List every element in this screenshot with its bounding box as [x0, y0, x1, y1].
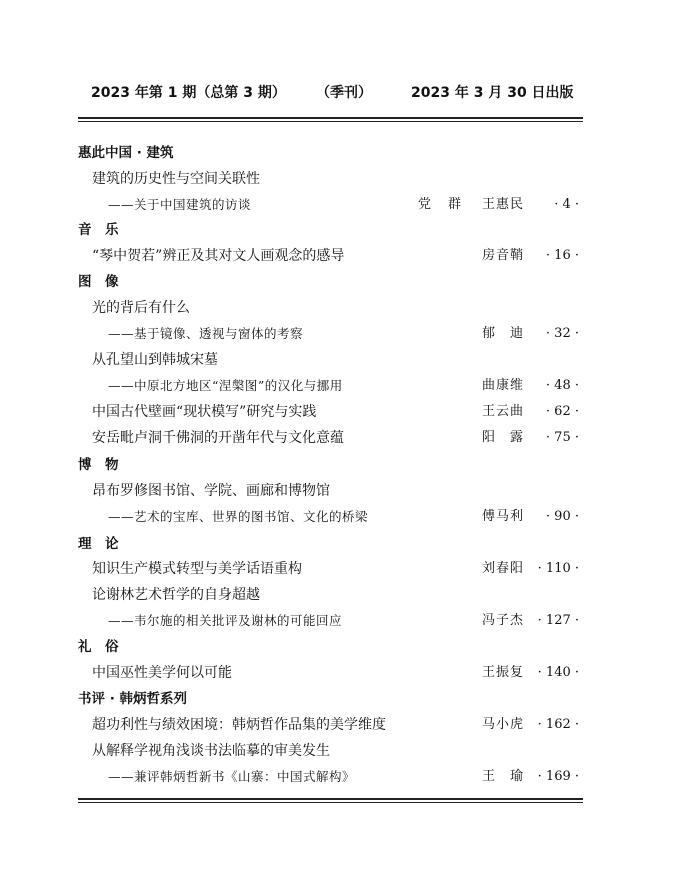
toc-entry[interactable] — [0, 167, 679, 191]
article-author: 郁 迪 — [482, 326, 525, 341]
section-heading — [0, 270, 679, 294]
toc-entry[interactable] — [0, 400, 679, 424]
page-number: · 75 · — [545, 430, 579, 445]
page-number: · 90 · — [545, 509, 579, 524]
page-number: · 16 · — [545, 248, 579, 263]
issue-frequency: （季刊） — [316, 85, 372, 101]
toc-entry-subtitle — [0, 322, 679, 346]
article-author: 刘春阳 — [482, 561, 525, 576]
toc-entry[interactable] — [0, 557, 679, 581]
article-author: 房音鞘 — [482, 248, 525, 263]
footer-divider — [78, 798, 583, 803]
issue-number: 2023 年第 1 期（总第 3 期） — [91, 85, 286, 101]
toc-entry[interactable] — [0, 661, 679, 685]
article-author: 党 群 — [418, 197, 464, 212]
page-number: · 62 · — [545, 404, 579, 419]
toc-entry-subtitle — [0, 765, 679, 789]
section-title: 书评 · 韩炳哲系列 — [78, 691, 188, 707]
page-number: · 169 · — [537, 769, 579, 784]
publication-date: 2023 年 3 月 30 日出版 — [411, 85, 574, 101]
section-title: 音 乐 — [78, 222, 119, 238]
article-title[interactable]: 论谢林艺术哲学的自身超越 — [92, 587, 260, 603]
toc-entry-subtitle — [0, 193, 679, 217]
article-author: 冯子杰 — [482, 613, 525, 628]
article-title[interactable]: 光的背后有什么 — [92, 300, 190, 316]
page-number: · 48 · — [545, 378, 579, 393]
page-number: · 162 · — [537, 717, 579, 732]
article-author: 王振复 — [482, 665, 525, 680]
section-heading — [0, 453, 679, 477]
article-author: 阳 露 — [482, 430, 525, 445]
section-title: 礼 俗 — [78, 639, 119, 655]
article-subtitle: ——基于镜像、透视与窗体的考察 — [108, 326, 304, 341]
section-title: 惠此中国 · 建筑 — [78, 145, 174, 161]
page-number: · 140 · — [537, 665, 579, 680]
article-title[interactable]: 建筑的历史性与空间关联性 — [92, 171, 260, 187]
section-heading — [0, 635, 679, 659]
article-author: 傅马利 — [482, 509, 525, 524]
toc-entry[interactable] — [0, 583, 679, 607]
toc-entry[interactable] — [0, 348, 679, 372]
article-title[interactable]: 从解释学视角浅谈书法临摹的审美发生 — [92, 743, 330, 759]
article-title[interactable]: 从孔望山到韩城宋墓 — [92, 352, 218, 368]
article-title[interactable]: 知识生产模式转型与美学话语重构 — [92, 561, 302, 577]
article-author: 马小虎 — [482, 717, 525, 732]
article-title[interactable]: 中国古代壁画“现状模写”研究与实践 — [92, 404, 317, 420]
section-title: 博 物 — [78, 457, 119, 473]
section-heading — [0, 218, 679, 242]
toc-entry[interactable] — [0, 296, 679, 320]
article-subtitle: ——韦尔施的相关批评及谢林的可能回应 — [108, 613, 343, 628]
toc-entry-subtitle — [0, 505, 679, 529]
article-author: 王云曲 — [482, 404, 525, 419]
article-author: 王 瑜 — [482, 769, 525, 784]
article-subtitle: ——关于中国建筑的访谈 — [108, 197, 252, 212]
article-title[interactable]: “琴中贺若”辨正及其对文人画观念的感导 — [92, 248, 345, 264]
article-title[interactable]: 昂布罗修图书馆、学院、画廊和博物馆 — [92, 483, 330, 499]
toc-entry[interactable] — [0, 244, 679, 268]
article-author: 王惠民 — [482, 197, 525, 212]
section-heading — [0, 687, 679, 711]
toc-entry[interactable] — [0, 479, 679, 503]
article-title[interactable]: 超功利性与绩效困境：韩炳哲作品集的美学维度 — [92, 717, 386, 733]
page-number: · 4 · — [554, 197, 579, 212]
section-title: 理 论 — [78, 536, 119, 552]
article-title[interactable]: 中国巫性美学何以可能 — [92, 665, 232, 681]
page-number: · 127 · — [537, 613, 579, 628]
section-heading — [0, 141, 679, 165]
toc-entry-subtitle — [0, 609, 679, 633]
article-subtitle: ——艺术的宝库、世界的图书馆、文化的桥梁 — [108, 509, 369, 524]
page-number: · 32 · — [545, 326, 579, 341]
toc-entry-subtitle — [0, 374, 679, 398]
toc-entry[interactable] — [0, 426, 679, 450]
article-subtitle: ——兼评韩炳哲新书《山寨：中国式解构》 — [108, 769, 356, 784]
article-author: 曲康维 — [482, 378, 525, 393]
toc-entry[interactable] — [0, 713, 679, 737]
article-subtitle: ——中原北方地区“涅槃图”的汉化与挪用 — [108, 378, 343, 393]
toc-entry[interactable] — [0, 739, 679, 763]
article-title[interactable]: 安岳毗卢洞千佛洞的开凿年代与文化意蕴 — [92, 430, 344, 446]
page-number: · 110 · — [537, 561, 579, 576]
section-title: 图 像 — [78, 274, 119, 290]
section-heading — [0, 532, 679, 556]
